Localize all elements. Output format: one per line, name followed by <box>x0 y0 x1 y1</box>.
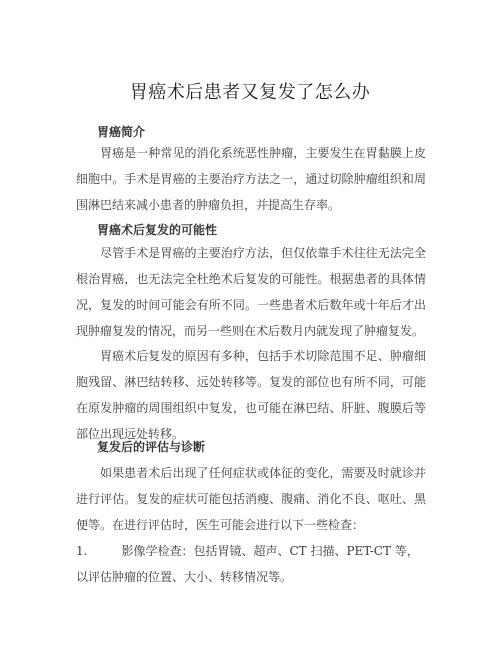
document-title: 胃癌术后患者又复发了怎么办 <box>129 82 371 103</box>
list-item-text: 影像学检查：包括胃镜、超声、CT 扫描、PET-CT 等，以评估肿瘤的位置、大小、转移情况等。 <box>76 544 419 584</box>
section-heading-intro: 胃癌简介 <box>97 125 146 139</box>
section-paragraph: 尽管手术是胃癌的主要治疗方法，但仅依靠手术往往无法完全根治胃癌，也无法完全杜绝术后复发的可能性。根据患者的具体情况，复发的时间可能会有所不同。一些患者术后数年或十年后才出现肿瘤复发的情况，而另一些则在术后数月内就发现了肿瘤复发。 <box>76 246 426 338</box>
section-heading-assessment: 复发后的评估与诊断 <box>97 440 206 454</box>
list-item-number: 1. <box>76 544 88 558</box>
section-paragraph: 如果患者术后出现了任何症状或体征的变化，需要及时就诊并进行评估。复发的症状可能包括消瘦、腹痛、消化不良、呕吐、黑便等。在进行评估时，医生可能会进行以下一些检查： <box>76 466 426 532</box>
list-item <box>76 538 428 590</box>
section-paragraph: 胃癌术后复发的原因有多种，包括手术切除范围不足、肿瘤细胞残留、淋巴结转移、远处转移等。复发的部位也有所不同，可能在原发肿瘤的周围组织中复发，也可能在淋巴结、肝脏、腹膜后等部位出现远处转移。 <box>76 349 426 441</box>
section-paragraph: 胃癌是一种常见的消化系统恶性肿瘤，主要发生在胃黏膜上皮细胞中。手术是胃癌的主要治疗方法之一，通过切除肿瘤组织和周围淋巴结来减小患者的肿瘤负担，并提高生存率。 <box>76 146 426 212</box>
section-heading-recurrence: 胃癌术后复发的可能性 <box>97 223 218 237</box>
